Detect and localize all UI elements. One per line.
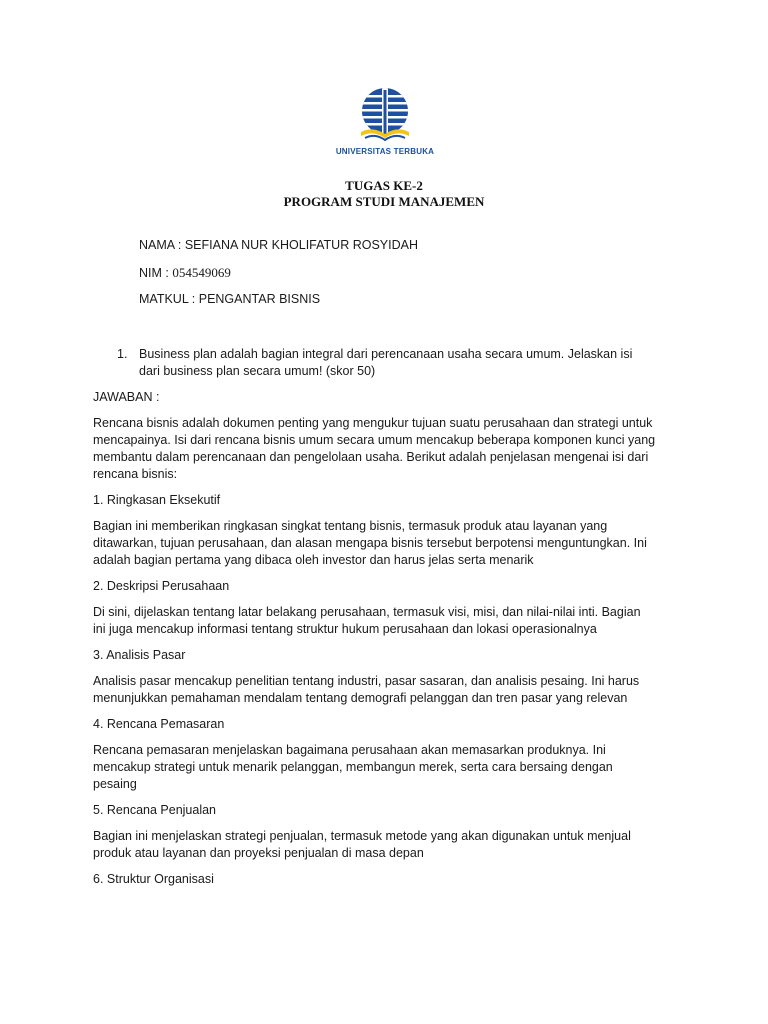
section-heading: 1. Ringkasan Eksekutif	[93, 493, 221, 507]
text-line: produk atau layanan dan proyeksi penjualan di masa depan	[93, 846, 424, 860]
text-line: ini juga mencakup informasi tentang struktur hukum perusahaan dan lokasi operasionalnya	[93, 622, 597, 636]
student-nim	[139, 265, 231, 281]
course-name: MATKUL : PENGANTAR BISNIS	[139, 292, 321, 306]
answer-label: JAWABAN :	[93, 390, 160, 404]
university-logo	[330, 86, 440, 166]
student-name: NAMA : SEFIANA NUR KHOLIFATUR ROSYIDAH	[139, 238, 418, 252]
text-line: menunjukkan pemahaman mendalam tentang demografi pelanggan dan tren pasar yang relevan	[93, 691, 628, 705]
question-item	[93, 346, 693, 380]
text-line: Bagian ini menjelaskan strategi penjualan, termasuk metode yang akan digunakan untuk menjual	[93, 829, 631, 843]
logo-text: UNIVERSITAS TERBUKA	[335, 147, 435, 156]
section-paragraph	[93, 518, 693, 569]
question-number: 1.	[117, 347, 128, 361]
nim-value: 054549069	[172, 265, 231, 280]
section-heading: 3. Analisis Pasar	[93, 648, 186, 662]
section-heading: 5. Rencana Penjualan	[93, 803, 217, 817]
document-body	[93, 346, 693, 897]
text-line: Analisis pasar mencakup penelitian tentang industri, pasar sasaran, dan analisis pesaing. Ini harus	[93, 674, 640, 688]
section-paragraph	[93, 742, 693, 793]
text-line: pesaing	[93, 777, 137, 791]
text-line: ditawarkan, tujuan perusahaan, dan alasan mengapa bisnis tersebut berpotensi menguntungkan. Ini	[93, 536, 647, 550]
section-paragraph	[93, 673, 693, 707]
question-line: Business plan adalah bagian integral dari perencanaan usaha secara umum. Jelaskan isi	[139, 347, 633, 361]
question-line: dari business plan secara umum! (skor 50)	[139, 364, 376, 378]
text-line: Bagian ini memberikan ringkasan singkat tentang bisnis, termasuk produk atau layanan yang	[93, 519, 608, 533]
section-heading: 6. Struktur Organisasi	[93, 872, 214, 886]
section-paragraph	[93, 604, 693, 638]
nim-label: NIM :	[139, 266, 173, 280]
section-heading: 2. Deskripsi Perusahaan	[93, 579, 230, 593]
text-line: mencakup strategi untuk menarik pelanggan, membangun merek, serta cara bersaing dengan	[93, 760, 613, 774]
answer-intro	[93, 415, 693, 483]
text-line: Di sini, dijelaskan tentang latar belakang perusahaan, termasuk visi, misi, dan nilai-nilai inti. Bagian	[93, 605, 641, 619]
text-line: rencana bisnis:	[93, 467, 178, 481]
text-line: mencapainya. Isi dari rencana bisnis umum secara umum mencakup beberapa komponen kunci yang	[93, 433, 656, 447]
text-line: membantu dalam perencanaan dan pengelolaan usaha. Berikut adalah penjelasan mengenai isi dari	[93, 450, 649, 464]
section-paragraph	[93, 828, 693, 862]
section-heading: 4. Rencana Pemasaran	[93, 717, 225, 731]
assignment-title: TUGAS KE-2	[345, 178, 423, 193]
text-line: Rencana bisnis adalah dokumen penting yang mengukur tujuan suatu perusahaan dan strategi untuk	[93, 416, 653, 430]
text-line: adalah bagian pertama yang dibaca oleh investor dan harus jelas serta menarik	[93, 553, 534, 567]
text-line: Rencana pemasaran menjelaskan bagaimana perusahaan akan memasarkan produknya. Ini	[93, 743, 606, 757]
university-emblem-icon	[355, 86, 415, 146]
program-title: PROGRAM STUDI MANAJEMEN	[283, 194, 485, 209]
